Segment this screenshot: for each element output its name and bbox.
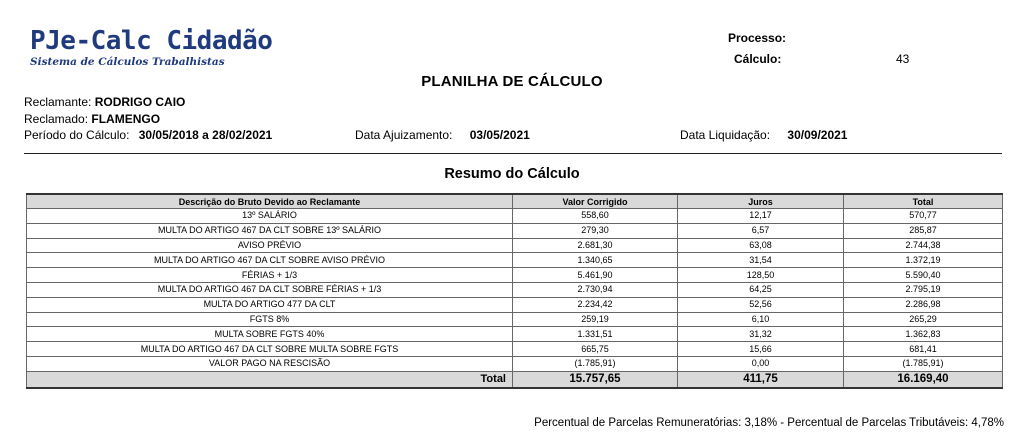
- cell-valor: 665,75: [513, 342, 678, 357]
- table-row: [27, 297, 1003, 312]
- cell-valor: 2.681,30: [513, 238, 678, 253]
- cell-juros: 128,50: [678, 268, 844, 283]
- ajuizamento-value: 03/05/2021: [469, 128, 530, 142]
- reclamado-line: [24, 112, 160, 126]
- reclamante-line: [24, 95, 185, 109]
- cell-total: 681,41: [844, 342, 1003, 357]
- cell-juros: 15,66: [678, 342, 844, 357]
- calculo-value: 43: [896, 52, 910, 66]
- cell-descricao: MULTA DO ARTIGO 467 DA CLT SOBRE 13º SALÁRIO: [27, 223, 513, 238]
- header-divider: [24, 153, 1002, 154]
- liquidacao-label: Data Liquidação:: [680, 128, 771, 142]
- cell-descricao: MULTA SOBRE FGTS 40%: [27, 327, 513, 342]
- cell-descricao: FGTS 8%: [27, 312, 513, 327]
- reclamante-label: Reclamante:: [24, 95, 92, 109]
- cell-valor: 1.340,65: [513, 253, 678, 268]
- ajuizamento-line: [355, 128, 530, 142]
- cell-descricao: VALOR PAGO NA RESCISÃO: [27, 356, 513, 371]
- logo-subtitle: Sistema de Cálculos Trabalhistas: [30, 56, 225, 68]
- col-header-juros: Juros: [678, 194, 844, 209]
- cell-valor: 2.234,42: [513, 297, 678, 312]
- cell-descricao: 13º SALÁRIO: [27, 209, 513, 224]
- cell-valor: 2.730,94: [513, 282, 678, 297]
- col-header-descricao: Descrição do Bruto Devido ao Reclamante: [27, 194, 513, 209]
- calculo-label: Cálculo:: [734, 52, 782, 66]
- col-header-valor-corrigido: Valor Corrigido: [513, 194, 678, 209]
- summary-table: [26, 193, 1003, 389]
- page-title: PLANILHA DE CÁLCULO: [421, 73, 603, 90]
- table-row: [27, 356, 1003, 371]
- table-row: [27, 342, 1003, 357]
- reclamante-value: RODRIGO CAIO: [94, 95, 186, 109]
- table-row: [27, 223, 1003, 238]
- cell-juros: 52,56: [678, 297, 844, 312]
- cell-descricao: AVISO PRÉVIO: [27, 238, 513, 253]
- cell-total: 5.590,40: [844, 268, 1003, 283]
- total-juros: 411,75: [678, 371, 844, 388]
- cell-juros: 6,57: [678, 223, 844, 238]
- cell-juros: 12,17: [678, 209, 844, 224]
- processo-label: Processo:: [728, 31, 787, 45]
- cell-descricao: MULTA DO ARTIGO 467 DA CLT SOBRE MULTA SOBRE FGTS: [27, 342, 513, 357]
- cell-total: 1.372,19: [844, 253, 1003, 268]
- liquidacao-line: [680, 128, 847, 142]
- cell-juros: 31,32: [678, 327, 844, 342]
- cell-total: 265,29: [844, 312, 1003, 327]
- cell-descricao: MULTA DO ARTIGO 477 DA CLT: [27, 297, 513, 312]
- ajuizamento-label: Data Ajuizamento:: [355, 128, 453, 142]
- cell-total: 285,87: [844, 223, 1003, 238]
- cell-total: 1.362,83: [844, 327, 1003, 342]
- cell-total: 2.795,19: [844, 282, 1003, 297]
- cell-total: (1.785,91): [844, 356, 1003, 371]
- reclamado-value: FLAMENGO: [91, 112, 161, 126]
- cell-valor: (1.785,91): [513, 356, 678, 371]
- table-row: [27, 238, 1003, 253]
- table-row: [27, 209, 1003, 224]
- table-header-row: [27, 194, 1003, 209]
- cell-juros: 31,54: [678, 253, 844, 268]
- cell-valor: 279,30: [513, 223, 678, 238]
- reclamado-label: Reclamado:: [24, 112, 89, 126]
- liquidacao-value: 30/09/2021: [787, 128, 848, 142]
- total-total: 16.169,40: [844, 371, 1003, 388]
- table-total-row: [27, 371, 1003, 388]
- cell-total: 2.744,38: [844, 238, 1003, 253]
- col-header-total: Total: [844, 194, 1003, 209]
- cell-descricao: MULTA DO ARTIGO 467 DA CLT SOBRE FÉRIAS + 1/3: [27, 282, 513, 297]
- periodo-line: [24, 128, 272, 142]
- cell-juros: 6,10: [678, 312, 844, 327]
- periodo-label: Período do Cálculo:: [24, 128, 130, 142]
- logo-title: PJe-Calc Cidadão: [30, 26, 273, 56]
- table-row: [27, 282, 1003, 297]
- cell-valor: 558,60: [513, 209, 678, 224]
- cell-descricao: FÉRIAS + 1/3: [27, 268, 513, 283]
- total-label: Total: [27, 371, 513, 388]
- percentual-footer: Percentual de Parcelas Remuneratórias: 3,18% - Percentual de Parcelas Tributáveis: 4,78%: [534, 417, 1004, 429]
- cell-valor: 259,19: [513, 312, 678, 327]
- cell-juros: 63,08: [678, 238, 844, 253]
- cell-descricao: MULTA DO ARTIGO 467 DA CLT SOBRE AVISO PRÉVIO: [27, 253, 513, 268]
- total-valor-corrigido: 15.757,65: [513, 371, 678, 388]
- cell-total: 570,77: [844, 209, 1003, 224]
- cell-valor: 1.331,51: [513, 327, 678, 342]
- table-row: [27, 312, 1003, 327]
- table-row: [27, 253, 1003, 268]
- periodo-value: 30/05/2018 a 28/02/2021: [138, 128, 273, 142]
- cell-total: 2.286,98: [844, 297, 1003, 312]
- cell-juros: 0,00: [678, 356, 844, 371]
- table-row: [27, 268, 1003, 283]
- cell-juros: 64,25: [678, 282, 844, 297]
- cell-valor: 5.461,90: [513, 268, 678, 283]
- logo: [30, 27, 272, 68]
- table-row: [27, 327, 1003, 342]
- resumo-title: Resumo do Cálculo: [444, 166, 580, 182]
